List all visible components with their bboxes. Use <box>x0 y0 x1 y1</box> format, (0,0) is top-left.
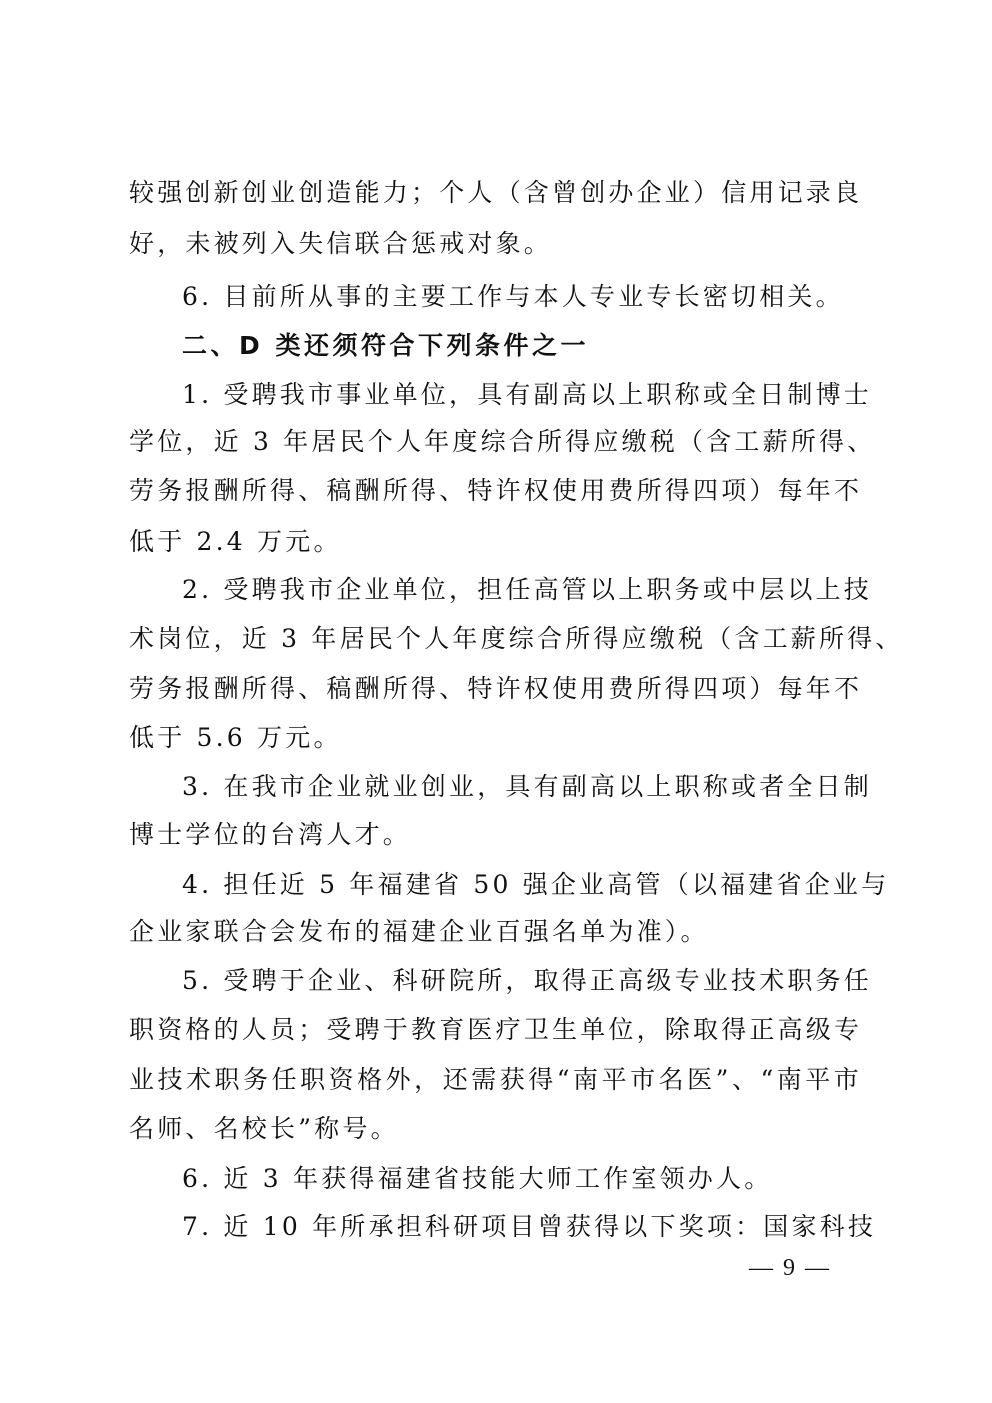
text-line: 2. 受聘我市企业单位，担任高管以上职务或中层以上技 <box>182 575 873 604</box>
text-line: 1. 受聘我市事业单位，具有副高以上职称或全日制博士 <box>182 380 873 409</box>
text-line: 3. 在我市企业就业创业，具有副高以上职称或者全日制 <box>182 772 873 801</box>
text-line: 企业家联合会发布的福建企业百强名单为准）。 <box>129 917 709 946</box>
section-heading: 二、D 类还须符合下列条件之一 <box>182 331 589 360</box>
text-line: 5. 受聘于企业、科研院所，取得正高级专业技术职务任 <box>182 966 873 995</box>
text-line: 名师、名校长”称号。 <box>129 1114 399 1143</box>
text-line: 劳务报酬所得、稿酬所得、特许权使用费所得四项）每年不 <box>129 476 863 505</box>
text-line: 6. 目前所从事的主要工作与本人专业专长密切相关。 <box>182 282 844 311</box>
text-line: 劳务报酬所得、稿酬所得、特许权使用费所得四项）每年不 <box>129 674 863 703</box>
text-line: 7. 近 10 年所承担科研项目曾获得以下奖项：国家科技 <box>182 1212 877 1241</box>
text-line: 好，未被列入失信联合惩戒对象。 <box>129 229 553 258</box>
text-line: 术岗位，近 3 年居民个人年度综合所得应缴税（含工薪所得、 <box>129 624 904 653</box>
text-line: 较强创新创业创造能力；个人（含曾创办企业）信用记录良 <box>129 178 863 207</box>
text-line: 职资格的人员；受聘于教育医疗卫生单位，除取得正高级专 <box>129 1015 863 1044</box>
text-line: 低于 5.6 万元。 <box>129 723 342 752</box>
page-number: — 9 — <box>749 1255 831 1281</box>
text-line: 6. 近 3 年获得福建省技能大师工作室领办人。 <box>182 1164 773 1193</box>
text-line: 低于 2.4 万元。 <box>129 527 342 556</box>
text-line: 学位，近 3 年居民个人年度综合所得应缴税（含工薪所得、 <box>129 427 876 456</box>
text-line: 4. 担任近 5 年福建省 50 强企业高管（以福建省企业与 <box>182 870 890 899</box>
text-line: 业技术职务任职资格外，还需获得“南平市名医”、“南平市 <box>129 1065 862 1094</box>
text-line: 博士学位的台湾人才。 <box>129 820 412 849</box>
